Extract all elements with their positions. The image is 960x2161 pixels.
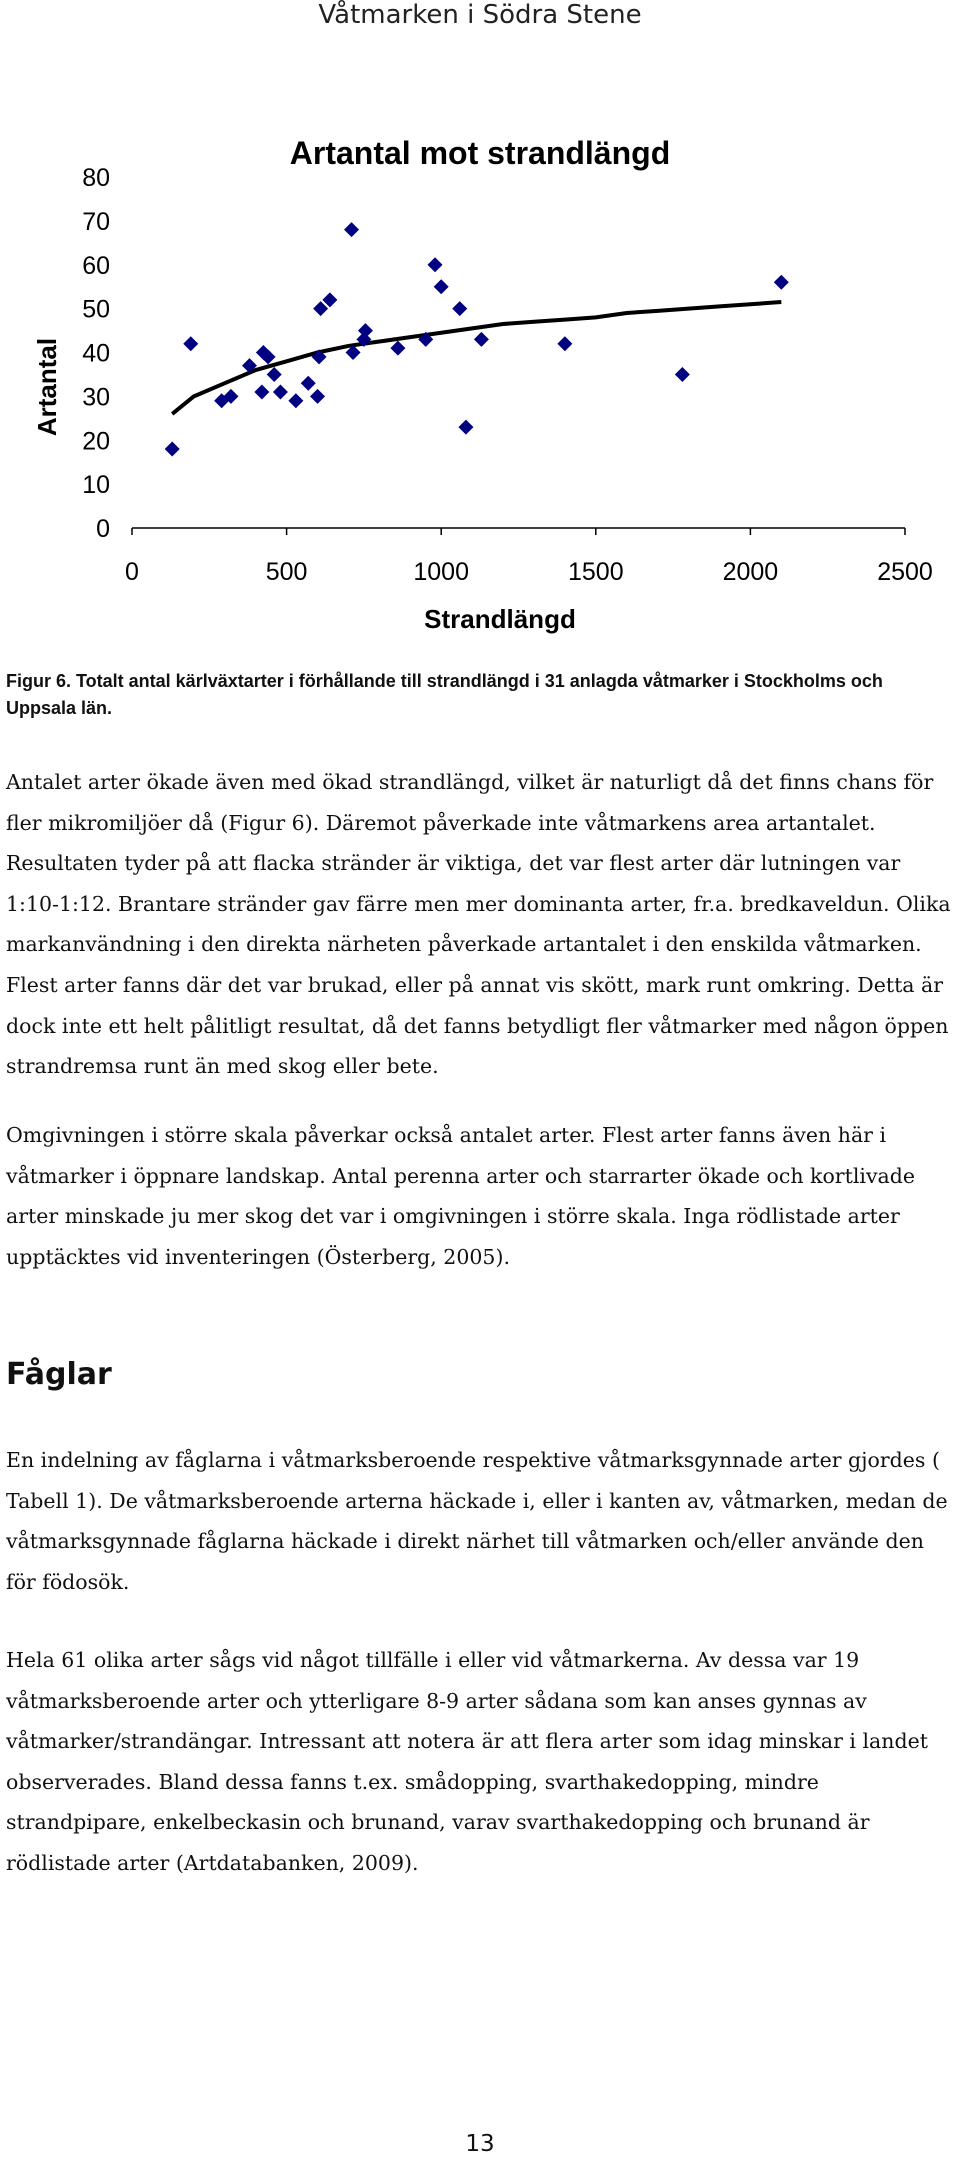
data-point bbox=[434, 279, 449, 294]
paragraph-bird-classification: En indelning av fåglarna i våtmarksberoende respektive våtmarksgynnade arter gjordes ( Tabell 1). De våtmarksberoende arterna häckade i, eller i kanten av, våtmarken, medan de våtmarksgynnade fåglarna häckade i direkt närhet till våtmarken och/eller använde den för födosök. bbox=[6, 1448, 948, 1594]
paragraph-species-shore-length: Antalet arter ökade även med ökad strandlängd, vilket är naturligt då det finns chans för fler mikromiljöer då (Figur 6). Däremot påverkade inte våtmarkens area artantalet. Resultaten tyder på att flacka stränder är viktiga, det var flest arter där lutningen var 1:10-1:12. Brantare stränder gav färre men mer dominanta arter, fr.a. bredkaveldun. Olika markanvändning i den direkta närheten påverkade artantalet i den enskilda våtmarken. Flest arter fanns där det var brukad, eller på annat vis skött, mark runt omkring. Detta är dock inte ett helt pålitligt resultat, då det fanns betydligt fler våtmarker med någon öppen strandremsa runt än med skog eller bete. bbox=[6, 770, 951, 1079]
x-tick-label: 1000 bbox=[413, 558, 470, 586]
x-tick-label: 0 bbox=[125, 558, 139, 586]
y-tick-label: 10 bbox=[82, 471, 110, 500]
y-tick-label: 30 bbox=[82, 383, 110, 412]
x-tick-label: 1500 bbox=[567, 558, 624, 586]
y-tick-label: 50 bbox=[82, 295, 110, 324]
page-number: 13 bbox=[465, 2131, 495, 2157]
data-point bbox=[288, 393, 303, 408]
data-point bbox=[301, 376, 316, 391]
running-header: Våtmarken i Södra Stene bbox=[318, 0, 642, 30]
data-point bbox=[452, 301, 467, 316]
section-heading-faglar: Fåglar bbox=[6, 1357, 112, 1392]
data-point bbox=[313, 301, 328, 316]
y-tick-label: 40 bbox=[82, 339, 110, 368]
figure-caption: Figur 6. Totalt antal kärlväxtarter i förhållande till strandlängd i 31 anlagda våtmarker i Stockholms och Uppsala län. bbox=[6, 671, 883, 718]
data-point bbox=[344, 222, 359, 237]
data-point bbox=[273, 384, 288, 399]
data-point bbox=[458, 420, 473, 435]
x-tick-label: 500 bbox=[265, 558, 308, 586]
data-point bbox=[557, 336, 572, 351]
data-point bbox=[322, 292, 337, 307]
x-axis-title: Strandlängd bbox=[424, 604, 576, 634]
data-point bbox=[183, 336, 198, 351]
x-tick-label: 2000 bbox=[722, 558, 779, 586]
data-point bbox=[267, 367, 282, 382]
data-point bbox=[428, 257, 443, 272]
y-tick-label: 70 bbox=[82, 207, 110, 236]
data-point bbox=[474, 332, 489, 347]
chart-title: Artantal mot strandlängd bbox=[289, 135, 671, 171]
y-axis-title: Artantal bbox=[32, 337, 62, 437]
data-point bbox=[165, 442, 180, 457]
scatter-chart bbox=[0, 120, 960, 650]
data-point bbox=[390, 341, 405, 356]
y-tick-label: 0 bbox=[96, 515, 110, 543]
data-point bbox=[310, 389, 325, 404]
y-tick-label: 80 bbox=[82, 164, 110, 192]
y-tick-label: 60 bbox=[82, 251, 110, 280]
data-point bbox=[254, 384, 269, 399]
y-tick-label: 20 bbox=[82, 427, 110, 456]
data-point bbox=[675, 367, 690, 382]
paragraph-bird-species: Hela 61 olika arter sågs vid något tillfälle i eller vid våtmarkerna. Av dessa var 19 våtmarksberoende arter och ytterligare 8-9 arter sådana som kan anses gynnas av våtmarker/strandängar. Intressant att notera är att flera arter som idag minskar i landet observerades. Bland dessa fanns t.ex. smådopping, svarthakedopping, mindre strandpipare, enkelbeckasin och brunand, varav svarthakedopping och brunand är rödlistade arter (Artdatabanken, 2009). bbox=[6, 1648, 928, 1875]
x-tick-label: 2500 bbox=[877, 558, 933, 586]
paragraph-surroundings: Omgivningen i större skala påverkar också antalet arter. Flest arter fanns även här i våtmarker i öppnare landskap. Antal perenna arter och starrarter ökade och kortlivade arter minskade ju mer skog det var i omgivningen i större skala. Inga rödlistade arter upptäcktes vid inventeringen (Österberg, 2005). bbox=[6, 1123, 916, 1269]
data-point bbox=[774, 275, 789, 290]
